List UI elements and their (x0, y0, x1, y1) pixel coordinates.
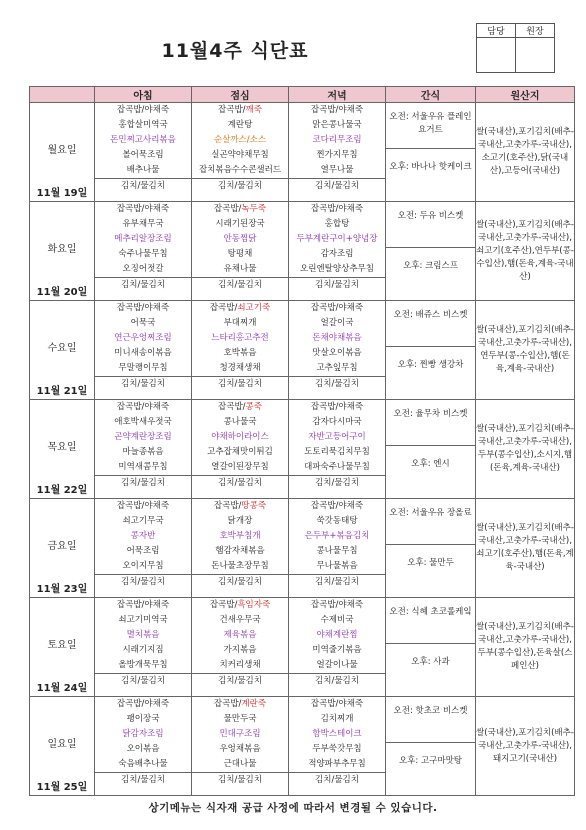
rice-text: 잡곡밥/ (218, 402, 246, 412)
lunch-item: 김치/물김치 (192, 376, 288, 392)
breakfast-item: 멸치볶음 (126, 630, 160, 640)
day-name: 토요일 (47, 640, 77, 651)
breakfast-item: 김치/물김치 (95, 772, 191, 788)
lunch-item: 우엉채볶음 (219, 744, 261, 754)
breakfast-item: 올방개묵무침 (118, 660, 168, 670)
breakfast-item: 메추리알장조림 (114, 234, 172, 244)
origin-cell: 쌀(국내산),포기김치(배추-국내산,고춧가루-국내산),쇠고기(호주산),연두부(콩-수입산),햄(돈육,계육-국내산) (476, 202, 575, 301)
lunch-item: 가지볶음 (223, 645, 257, 655)
breakfast-item: 오이볶음 (126, 744, 160, 754)
lunch-item: 김치/물김치 (192, 772, 288, 788)
dinner-item: 얼갈이나물 (316, 660, 358, 670)
dinner-item: 콩나물무침 (316, 546, 358, 556)
lunch-cell (192, 103, 289, 202)
breakfast-cell (95, 301, 192, 400)
lunch-item: 열갈이된장무침 (211, 462, 269, 472)
dinner-item: 김치/물김치 (289, 574, 385, 590)
breakfast-item: 유부채무국 (122, 219, 164, 229)
dinner-item: 감자조림 (320, 249, 354, 259)
day-date: 11월 20일 (36, 287, 88, 298)
snack-pm: 오후: 사과 (411, 657, 450, 667)
breakfast-cell (95, 499, 192, 598)
dinner-item: 두부계란구이+양념장 (296, 234, 378, 244)
origin-cell: 쌀(국내산),포기김치(배추-국내산,고춧가루-국내산),돼지고기(국내산) (476, 697, 575, 796)
dinner-item: 김치/물김치 (289, 673, 385, 689)
menu-table (29, 86, 575, 796)
rice-text: 잡곡밥/ (213, 699, 242, 709)
lunch-item: 건새우무국 (219, 615, 261, 625)
day-cell (30, 301, 95, 400)
lunch-item: 잡치볶음수수콘샐러드 (198, 165, 282, 175)
approval-sign-staff[interactable] (477, 38, 516, 73)
dinner-item: 열무나물 (320, 165, 354, 175)
porridge-text: 쇠고기죽 (237, 303, 271, 313)
porridge-text: 깨죽 (245, 105, 262, 115)
dinner-item: 감자다시마국 (312, 417, 362, 427)
dinner-item: 김치/물김치 (289, 376, 385, 392)
snack-cell (386, 598, 476, 697)
lunch-item: 물만두국 (223, 714, 257, 724)
origin-cell: 쌀(국내산),포기김치(배추-국내산,고춧가루-국내산),두부(콩수입산),돈육살(스페인산) (476, 598, 575, 697)
breakfast-item: 잡곡밥/야채죽 (116, 204, 170, 214)
day-date: 11월 25일 (36, 782, 88, 793)
breakfast-item: 잡곡밥/야채죽 (116, 699, 170, 709)
origin-cell: 쌀(국내산),포기김치(배추-국내산,고춧가루-국내산),두부(콩수입산),소시지,햄(돈육,계육-국내산) (476, 400, 575, 499)
snack-pm: 오후: 물만두 (407, 558, 454, 568)
origin-cell: 쌀(국내산),포기김치(배추-국내산,고춧가루-국내산),소고기(호주산),닭(국내산),고등어(국내산) (476, 103, 575, 202)
day-row (30, 301, 575, 400)
snack-am: 오전: 배쥬스 비스켓 (386, 301, 475, 347)
lunch-item: 계란탕 (227, 120, 253, 130)
approval-label-staff: 담당 (477, 24, 516, 38)
breakfast-item: 김치/물김치 (95, 277, 191, 293)
day-date: 11월 19일 (36, 188, 88, 199)
dinner-item: 맛살오이볶음 (312, 348, 362, 358)
breakfast-item: 볼어묵조림 (122, 150, 164, 160)
snack-am: 오전: 율무차 비스켓 (386, 400, 475, 446)
snack-am: 오전: 두유 비스켓 (386, 202, 475, 248)
lunch-cell (192, 499, 289, 598)
day-date: 11월 23일 (36, 584, 88, 595)
lunch-item: 느타리홍고추전 (211, 333, 269, 343)
breakfast-item: 어묵국 (130, 318, 156, 328)
day-cell (30, 499, 95, 598)
lunch-item: 햄감자채볶음 (215, 546, 265, 556)
lunch-item (192, 202, 288, 217)
breakfast-item: 닭감자조림 (122, 729, 164, 739)
breakfast-item: 시래기지짐 (122, 645, 164, 655)
dinner-item: 김치/물김치 (289, 277, 385, 293)
approval-label-director: 원장 (516, 24, 555, 38)
snack-am: 오전: 서울우유 장올료 (386, 499, 475, 545)
breakfast-item: 쇠고기무국 (122, 516, 164, 526)
dinner-item: 잡곡밥/야채죽 (310, 303, 364, 313)
rice-text: 잡곡밥/ (209, 303, 238, 313)
lunch-item: 호박볶음 (223, 348, 257, 358)
breakfast-item: 잡곡밥/야채죽 (116, 402, 170, 412)
snack-cell (386, 202, 476, 301)
lunch-item: 순살까스/소스 (213, 135, 267, 145)
breakfast-cell (95, 697, 192, 796)
dinner-item: 잡곡밥/야채죽 (310, 105, 364, 115)
breakfast-item: 마늘종볶음 (122, 447, 164, 457)
lunch-item: 김치/물김치 (192, 673, 288, 689)
rice-text: 잡곡밥/ (218, 105, 246, 115)
lunch-item: 안동찜닭 (223, 234, 257, 244)
dinner-item: 고추잎무침 (316, 363, 358, 373)
breakfast-item: 오징어젓갈 (122, 264, 164, 274)
day-row (30, 103, 575, 202)
day-cell (30, 202, 95, 301)
breakfast-item: 미역새콤무침 (118, 462, 168, 472)
snack-pm: 오후: 엔시 (411, 459, 450, 469)
origin-cell: 쌀(국내산),포기김치(배추-국내산,고춧가루-국내산),쇠고기(호주산),햄(돈육,계육-국내산) (476, 499, 575, 598)
dinner-item: 잡곡밥/야채죽 (310, 699, 364, 709)
lunch-item: 민대구조림 (219, 729, 261, 739)
dinner-item: 맑은콩나물국 (312, 120, 362, 130)
breakfast-cell (95, 598, 192, 697)
day-date: 11월 22일 (36, 485, 88, 496)
day-name: 일요일 (47, 739, 77, 750)
day-name: 월요일 (47, 145, 77, 156)
lunch-item (192, 499, 288, 514)
breakfast-item: 미니새송이볶음 (114, 348, 172, 358)
day-name: 목요일 (47, 442, 77, 453)
dinner-item: 도토리묵김치무침 (304, 447, 370, 457)
lunch-cell (192, 202, 289, 301)
day-cell (30, 400, 95, 499)
approval-sign-director[interactable] (516, 38, 555, 73)
header-breakfast: 아침 (95, 87, 192, 103)
breakfast-item: 잡곡밥/야채죽 (116, 501, 170, 511)
dinner-item: 적양파부추무침 (308, 759, 366, 769)
breakfast-item: 잡곡밥/야채죽 (116, 303, 170, 313)
breakfast-item: 김치/물김치 (95, 673, 191, 689)
dinner-item: 찐가지무침 (316, 150, 358, 160)
snack-pm: 오후: 고구마맛탕 (398, 756, 463, 766)
dinner-item: 김치찌개 (320, 714, 354, 724)
breakfast-item: 홍합살미역국 (118, 120, 168, 130)
lunch-item: 치커리생채 (219, 660, 261, 670)
lunch-item: 탕평채 (227, 249, 253, 259)
lunch-item: 제육볶음 (223, 630, 257, 640)
dinner-item: 수제비국 (320, 615, 354, 625)
lunch-item: 콩나물국 (223, 417, 257, 427)
snack-cell (386, 103, 476, 202)
snack-pm: 오후: 바나나 핫케이크 (389, 162, 472, 172)
day-cell (30, 103, 95, 202)
dinner-cell (289, 598, 386, 697)
lunch-item (192, 103, 288, 118)
dinner-item: 함박스테이크 (312, 729, 362, 739)
rice-text: 잡곡밥/ (213, 501, 242, 511)
day-name: 수요일 (47, 343, 77, 354)
porridge-text: 콩죽 (245, 402, 262, 412)
breakfast-item: 돈민찌고사리볶음 (110, 135, 176, 145)
header-lunch: 점심 (192, 87, 289, 103)
snack-pm: 오후: 찐빵 생강차 (397, 360, 464, 370)
lunch-item (192, 400, 288, 415)
day-row (30, 499, 575, 598)
lunch-item: 고추잡채맛이튀김 (207, 447, 273, 457)
day-name: 화요일 (47, 244, 77, 255)
dinner-cell (289, 697, 386, 796)
day-row (30, 202, 575, 301)
breakfast-cell (95, 400, 192, 499)
dinner-item: 돈채야채볶음 (312, 333, 362, 343)
approval-box (476, 23, 555, 73)
day-row (30, 697, 575, 796)
lunch-item: 호박부침개 (219, 531, 261, 541)
breakfast-item: 김치/물김치 (95, 574, 191, 590)
day-cell (30, 697, 95, 796)
dinner-cell (289, 103, 386, 202)
breakfast-item: 쇠고기미역국 (118, 615, 168, 625)
dinner-item: 잡곡밥/야채죽 (310, 402, 364, 412)
lunch-item: 김치/물김치 (192, 475, 288, 491)
breakfast-item: 곤약계란장조림 (114, 432, 172, 442)
lunch-cell (192, 301, 289, 400)
dinner-cell (289, 202, 386, 301)
dinner-cell (289, 301, 386, 400)
snack-am: 오전: 식혜 초코롤케잌 (386, 598, 475, 644)
day-row (30, 598, 575, 697)
header-origin: 원산지 (476, 87, 575, 103)
breakfast-item: 연근우엉찌조림 (114, 333, 172, 343)
dinner-item: 김치/물김치 (289, 772, 385, 788)
lunch-item: 야채하이라이스 (211, 432, 269, 442)
breakfast-cell (95, 103, 192, 202)
dinner-item: 미역줄기볶음 (312, 645, 362, 655)
breakfast-item: 김치/물김치 (95, 475, 191, 491)
header-snack: 간식 (386, 87, 476, 103)
porridge-text: 계란죽 (241, 699, 267, 709)
breakfast-item: 김치/물김치 (95, 376, 191, 392)
breakfast-item: 애호박새우젓국 (114, 417, 172, 427)
header-dinner: 저녁 (289, 87, 386, 103)
breakfast-cell (95, 202, 192, 301)
footer-notice: 상기메뉴는 식자재 공급 사정에 따라서 변경될 수 있습니다. (148, 802, 438, 814)
breakfast-item: 콩자반 (130, 531, 156, 541)
dinner-item: 김치/물김치 (289, 178, 385, 194)
breakfast-item: 오이지무침 (122, 561, 164, 571)
porridge-text: 녹두죽 (241, 204, 267, 214)
breakfast-item: 잡곡밥/야채죽 (116, 105, 170, 115)
lunch-item: 유채나물 (223, 264, 257, 274)
breakfast-item: 숙음배추나물 (118, 759, 168, 769)
lunch-item: 돈나물초장무침 (211, 561, 269, 571)
lunch-item (192, 598, 288, 613)
dinner-item: 코다리무조림 (312, 135, 362, 145)
snack-cell (386, 400, 476, 499)
day-date: 11월 24일 (36, 683, 88, 694)
lunch-cell (192, 598, 289, 697)
dinner-cell (289, 400, 386, 499)
origin-cell: 쌀(국내산),포기김치(배추-국내산,고춧가루-국내산),연두부(콩-수입산),햄(돈육,계육-국내산) (476, 301, 575, 400)
snack-cell (386, 301, 476, 400)
lunch-item: 닭개장 (227, 516, 253, 526)
dinner-item: 잡곡밥/야채죽 (310, 600, 364, 610)
day-date: 11월 21일 (36, 386, 88, 397)
lunch-item: 김치/물김치 (192, 277, 288, 293)
dinner-item: 자반고등어구이 (308, 432, 366, 442)
dinner-item: 대파숙주나물무침 (304, 462, 370, 472)
dinner-item: 잡곡밥/야채죽 (310, 501, 364, 511)
day-name: 금요일 (47, 541, 77, 552)
day-row (30, 400, 575, 499)
breakfast-item: 잡곡밥/야채죽 (116, 600, 170, 610)
dinner-item: 야채계란찜 (316, 630, 358, 640)
dinner-item: 오린엔탈양상추무침 (300, 264, 374, 274)
breakfast-item: 김치/물김치 (95, 178, 191, 194)
lunch-item: 청경채생채 (219, 363, 261, 373)
day-cell (30, 598, 95, 697)
snack-cell (386, 499, 476, 598)
rice-text: 잡곡밥/ (213, 204, 242, 214)
breakfast-item: 배추나물 (126, 165, 160, 175)
lunch-item: 근대나물 (223, 759, 257, 769)
dinner-item: 김치/물김치 (289, 475, 385, 491)
lunch-item (192, 697, 288, 712)
lunch-item: 김치/물김치 (192, 574, 288, 590)
breakfast-item: 숙주나물무침 (118, 249, 168, 259)
snack-am: 오전: 서울우유 플레인요거트 (386, 103, 475, 149)
snack-cell (386, 697, 476, 796)
lunch-cell (192, 400, 289, 499)
porridge-text: 땅콩죽 (241, 501, 267, 511)
dinner-item: 잡곡밥/야채죽 (310, 204, 364, 214)
dinner-item: 은두부+볶음김치 (304, 531, 370, 541)
dinner-item: 얼갈이국 (320, 318, 354, 328)
breakfast-item: 무말랭이무침 (118, 363, 168, 373)
header-row (30, 87, 575, 103)
lunch-item: 실곤약야채무침 (211, 150, 269, 160)
lunch-item (192, 301, 288, 316)
porridge-text: 흑임자죽 (237, 600, 271, 610)
breakfast-item: 어묵조림 (126, 546, 160, 556)
lunch-item: 시래기된장국 (215, 219, 265, 229)
dinner-item: 쑥갓동태탕 (316, 516, 358, 526)
page-title: 11월4주 식단표 (161, 40, 309, 62)
dinner-cell (289, 499, 386, 598)
breakfast-item: 팽이장국 (126, 714, 160, 724)
lunch-item: 부대찌개 (223, 318, 257, 328)
rice-text: 잡곡밥/ (209, 600, 238, 610)
lunch-item: 김치/물김치 (192, 178, 288, 194)
lunch-cell (192, 697, 289, 796)
dinner-item: 무나물볶음 (316, 561, 358, 571)
header-day (30, 87, 95, 103)
snack-pm: 오후: 크림스프 (403, 261, 458, 271)
snack-am: 오전: 핫초코 비스켓 (386, 697, 475, 743)
dinner-item: 두부쑥갓무침 (312, 744, 362, 754)
dinner-item: 홍합탕 (324, 219, 350, 229)
